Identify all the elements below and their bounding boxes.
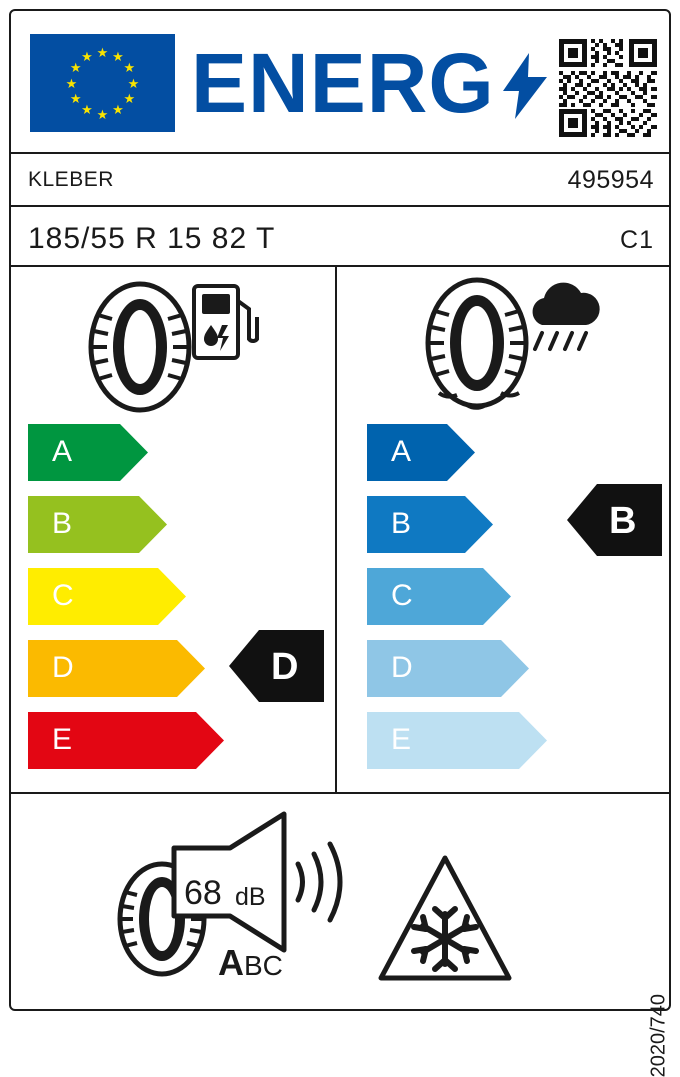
eu-star: ★ bbox=[81, 102, 93, 118]
qr-code bbox=[557, 37, 659, 139]
eu-star: ★ bbox=[65, 75, 78, 91]
wet-grade-row bbox=[367, 424, 475, 481]
eu-star: ★ bbox=[96, 106, 109, 122]
label-header bbox=[11, 11, 669, 152]
eu-star: ★ bbox=[123, 91, 136, 106]
eu-star: ★ bbox=[127, 75, 140, 91]
noise-class-rest: BC bbox=[244, 950, 283, 981]
eu-star: ★ bbox=[81, 48, 93, 64]
wet-grade-letter: D bbox=[391, 651, 413, 684]
fuel-grade-letter: E bbox=[52, 723, 73, 756]
wet-grade-letter: C bbox=[391, 579, 413, 612]
fuel-grade-row bbox=[28, 712, 224, 769]
type-code: 495954 bbox=[567, 166, 654, 194]
fuel-grade-row bbox=[28, 568, 186, 625]
divider-brand bbox=[11, 205, 669, 207]
eu-star: ★ bbox=[123, 60, 136, 75]
eu-flag bbox=[30, 34, 175, 132]
page-title: ENERG bbox=[191, 36, 495, 130]
divider-header bbox=[11, 152, 669, 154]
wet-rating-pointer bbox=[567, 484, 662, 556]
divider-vertical bbox=[335, 265, 337, 792]
noise-value: 68 bbox=[184, 874, 222, 912]
tyre-class: C1 bbox=[620, 226, 654, 254]
wet-grade-row bbox=[367, 568, 511, 625]
wet-grade-arrow bbox=[367, 424, 475, 481]
eu-star: ★ bbox=[112, 102, 124, 118]
energy-bolt-icon bbox=[503, 53, 547, 119]
wet-rating-letter: B bbox=[609, 500, 637, 542]
regulation-reference: 2020/740 bbox=[647, 994, 669, 1077]
fuel-grade-letter: C bbox=[52, 579, 74, 612]
fuel-grade-arrow bbox=[28, 496, 167, 553]
wet-grade-arrow bbox=[367, 568, 511, 625]
tyre-size: 185/55 R 15 82 T bbox=[28, 222, 276, 255]
fuel-grade-letter: D bbox=[52, 651, 74, 684]
wet-grade-letter: E bbox=[391, 723, 412, 756]
tyre-icon bbox=[88, 281, 192, 413]
fuel-grade-row bbox=[28, 640, 205, 697]
divider-size bbox=[11, 265, 669, 267]
noise-class-selected: A bbox=[218, 942, 244, 983]
eu-star: ★ bbox=[69, 60, 82, 75]
rain-cloud-icon bbox=[524, 281, 602, 363]
eu-star: ★ bbox=[112, 48, 124, 64]
wet-grade-letter: B bbox=[391, 507, 412, 540]
fuel-pump-icon bbox=[191, 281, 259, 361]
fuel-grade-row bbox=[28, 496, 167, 553]
wet-grade-row bbox=[367, 640, 529, 697]
brand-name: KLEBER bbox=[28, 168, 114, 191]
fuel-grade-row bbox=[28, 424, 148, 481]
divider-bottom bbox=[11, 792, 669, 794]
wet-tyre-icon bbox=[425, 281, 537, 413]
wet-grade-arrow bbox=[367, 496, 493, 553]
wet-grade-row bbox=[367, 496, 493, 553]
wet-grade-row bbox=[367, 712, 547, 769]
fuel-rating-letter: D bbox=[271, 646, 299, 688]
fuel-grade-letter: A bbox=[52, 435, 73, 468]
noise-unit: dB bbox=[235, 883, 266, 911]
fuel-rating-pointer bbox=[229, 630, 324, 702]
wet-grade-letter: A bbox=[391, 435, 412, 468]
snowflake-mountain-icon bbox=[377, 852, 513, 984]
fuel-grade-letter: B bbox=[52, 507, 73, 540]
fuel-grade-arrow bbox=[28, 424, 148, 481]
eu-star: ★ bbox=[69, 91, 82, 106]
noise-class bbox=[218, 942, 283, 984]
eu-star: ★ bbox=[96, 44, 109, 60]
